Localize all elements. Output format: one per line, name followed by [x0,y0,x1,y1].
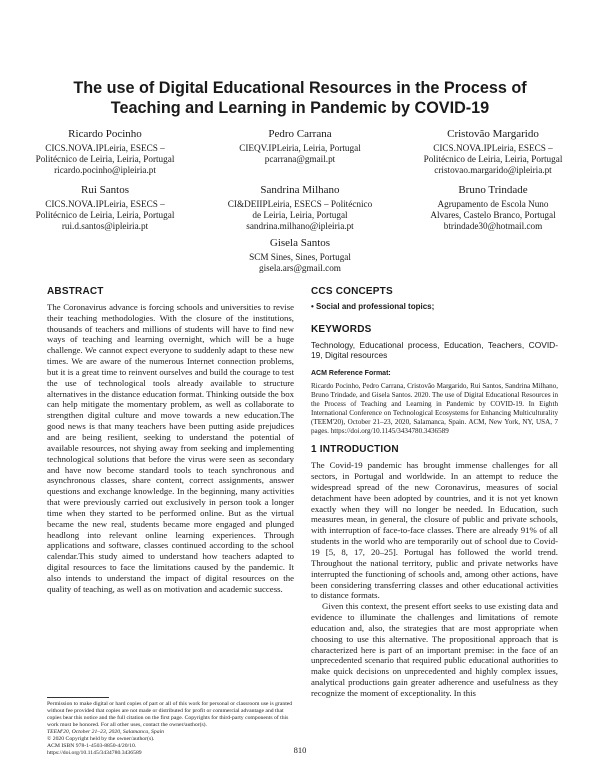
author-card [205,183,395,232]
acm-reference-heading: ACM Reference Format: [311,370,391,378]
author-affiliation: CI&DEIIPLeiria, ESECS – Politécnico [227,199,373,209]
author-affiliation: CIEQV.IPLeiria, Leiria, Portugal [239,143,361,153]
keywords-heading: KEYWORDS [311,323,372,335]
author-email[interactable]: rui.d.santos@ipleiria.pt [61,221,149,231]
author-email[interactable]: cristovao.margarido@ipleiria.pt [434,165,552,175]
author-affiliation: SCM Sines, Sines, Portugal [249,252,351,262]
copyright-line: © 2020 Copyright held by the owner/author(s). [47,736,155,742]
author-name: Ricardo Pocinho [68,128,142,140]
abstract-text: The Coronavirus advance is forcing schools and universities to revise their teaching methodologies. With the closure of the institutions, thousands of teachers and millions of students will have to find new ways of teaching and learning overnight, which will be a huge challenge. We cannot expect everyone to suddenly adapt to these new times. We are aware of the numerous Internet connection problems, but it is a great time to reinvent ourselves and build the courage to test the use of technological tools already available to structure alternatives in the distance education format. Thinking outside the box can help mitigate the momentary problem, as well as collaborate to strengthen digital culture and move towards a new education.The good news is that many teachers have been putting aside prejudices and are being resilient, seeking to understand the potential of available resources, not shying away from seeking and implementing technological solutions that before the virus were seen as secondary and have now become standard tools to teach synchronous and asynchronous classes, share content, correct assignments, answer questions and exchange knowledge. In the beginning, many activities that were previously carried out exclusively in person took a longer time when they started to be performed online. But as the virtual became the new real, students became more engaged and plunged headlong into relevant online learning experiences. Through applications and software, classes continued according to the school calendar.This study aimed to understand how teachers adapted to digital resources to face the limitations caused by the pandemic. It also intends to understand the impact of digital resources on the quality of teaching, as well as on motivation and academic success. [47,301,294,594]
author-name: Gisela Santos [269,237,331,249]
author-email[interactable]: pcarrana@gmail.pt [264,154,336,164]
author-name: Pedro Carrana [268,128,332,140]
introduction-heading: 1 INTRODUCTION [311,444,399,456]
author-affiliation: CICS.NOVA.IPLeiria, ESECS – [45,199,165,209]
author-card [205,236,395,274]
author-affiliation: Politécnico de Leiria, Leiria, Portugal [35,210,175,220]
author-affiliation: Politécnico de Leiria, Leiria, Portugal [35,154,175,164]
author-affiliation: Agrupamento de Escola Nuno [437,199,549,209]
left-column [47,287,294,595]
ccs-heading: CCS CONCEPTS [311,286,393,297]
doi-link[interactable]: https://doi.org/10.1145/3434780.3436589 [47,750,142,756]
footnote-rule [47,697,109,698]
permission-text: Permission to make digital or hard copies of part or all of this work for personal or classroom use is granted without fee provided that copies are not made or distributed for profit or commercial advantage and that copies bear this notice and the full citation on the first page. Copyrights for third-party components of this work must be honored. For all other uses, contact the owner/author(s). [47,701,293,728]
author-card [398,127,588,176]
author-card [398,183,588,232]
author-email[interactable]: gisela.ars@gmail.com [259,263,341,273]
author-affiliation: CICS.NOVA.IPLeiria, ESECS – [45,143,165,153]
acm-reference-text: Ricardo Pocinho, Pedro Carrana, Cristovão Margarido, Rui Santos, Sandrina Milhano, Bruno Trindade, and Gisela Santos. 2020. The use of Digital Educational Resources in the Process of Teaching and Learning in Pandemic by COVID-19. In Eighth International Conference on Technological Ecosystems for Enhancing Multiculturality (TEEM'20), October 21–23, 2020, Salamanca, Spain. ACM, New York, NY, USA, 7 pages. https://doi.org/10.1145/3434780.3436589 [311,381,558,435]
author-email[interactable]: ricardo.pocinho@ipleiria.pt [54,165,156,175]
right-column [311,287,558,699]
author-name: Cristovão Margarido [447,128,539,140]
abstract-heading: ABSTRACT [47,286,104,297]
author-affiliation: Alvares, Castelo Branco, Portugal [430,210,556,220]
author-name: Sandrina Milhano [260,184,340,196]
author-email[interactable]: sandrina.milhano@ipleiria.pt [246,221,354,231]
author-affiliation: de Leiria, Leiria, Portugal [252,210,348,220]
author-name: Bruno Trindade [458,184,528,196]
author-affiliation: CICS.NOVA.IPLeiria, ESECS – [433,143,553,153]
keywords-text: Technology, Educational process, Education, Teachers, COVID-19, Digital resources [311,339,558,361]
author-name: Rui Santos [81,184,129,196]
isbn-line: ACM ISBN 978-1-4503-8850-4/20/10. [47,743,137,749]
author-card [10,183,200,232]
paper-title: The use of Digital Educational Resources in the Process of Teaching and Learning in Pandemic by COVID-19 [73,79,527,117]
ccs-item: • Social and professional topics; [311,301,435,311]
author-email[interactable]: btrindade30@hotmail.com [443,221,543,231]
venue-line: TEEM'20, October 21–23, 2020, Salamanca, Spain [47,729,165,735]
page-number: 810 [293,745,307,755]
author-affiliation: Politécnico de Leiria, Leiria, Portugal [423,154,563,164]
intro-paragraph: Given this context, the present effort seeks to use existing data and evidence to illuminate the challenges and limitations of remote education and, also, the strategies that are most appropriate when choosing to use this alternative. The propositional approach that is characterized here is part of an important premise: in the face of an unprecedented scenario that required public educational authorities to make quick decisions on unprecedented and highly complex issues, analytical productions gain greater adherence and usefulness as they recognize the moment of exceptionality. In this [311,601,558,698]
author-card [205,127,395,165]
author-card [10,127,200,176]
intro-paragraph: The Covid-19 pandemic has brought immense challenges for all sectors, in Portugal and worldwide. In an attempt to reduce the widespread spread of the new Coronavirus, measures of social detachment have been adopted by countries, and it is not yet known exactly when they will no longer be needed. In Education, such measures mean, in general, the closure of public and private schools, with interruption of face-to-face classes. There are already 91% of all students in the world who are temporarily out of school due to Covid-19 [5, 8, 17, 20–25]. Portugal has followed the world trend. Throughout the national territory, public and private networks have interrupted the functioning of schools and, among other actions, have been considering transferring classes and other educational activities to distance formats. [311,460,558,601]
